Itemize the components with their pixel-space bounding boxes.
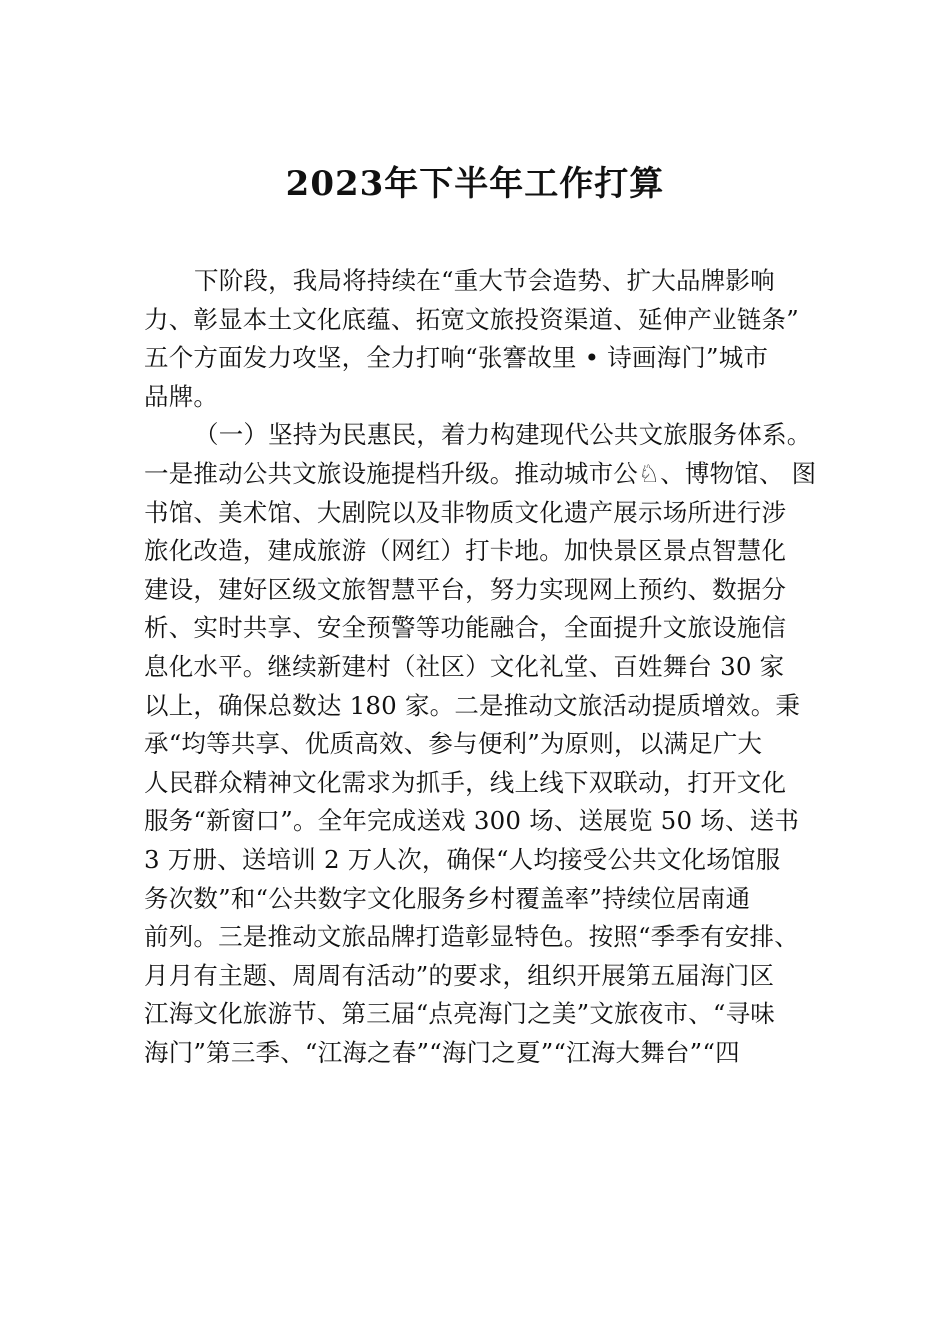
paragraph-line: 服务“新窗口”。全年完成送戏 300 场、送展览 50 场、送书: [144, 806, 800, 836]
paragraph-line: 建设，建好区级文旅智慧平台，努力实现网上预约、数据分: [144, 574, 787, 604]
paragraph-line: 息化水平。继续新建村（社区）文化礼堂、百姓舞台 30 家: [144, 651, 785, 681]
paragraph-line: 以上，确保总数达 180 家。二是推动文旅活动提质增效。秉: [144, 690, 801, 720]
paragraph-line: 品牌。: [144, 381, 219, 411]
paragraph-line: 务次数”和“公共数字文化服务乡村覆盖率”持续位居南通: [144, 883, 751, 913]
section-heading-line: （一）坚持为民惠民，着力构建现代公共文旅服务体系。: [194, 420, 812, 450]
paragraph-line: 前列。三是推动文旅品牌打造彰显特色。按照“季季有安排、: [144, 922, 799, 952]
paragraph-line: 承“均等共享、优质高效、参与便利”为原则，以满足广大: [144, 729, 763, 759]
paragraph-line: 下阶段，我局将持续在“重大节会造势、扩大品牌影响: [194, 266, 775, 295]
paragraph-line: 人民群众精神文化需求为抓手，线上线下双联动，打开文化: [144, 767, 787, 797]
paragraph-line: 3 万册、送培训 2 万人次，确保“人均接受公共文化场馆服: [144, 844, 781, 874]
paragraph-line: 江海文化旅游节、第三届“点亮海门之美”文旅夜市、“寻味: [144, 999, 775, 1029]
document-title: 2023年下半年工作打算: [285, 164, 665, 204]
paragraph-line: 书馆、美术馆、大剧院以及非物质文化遗产展示场所进行涉: [144, 497, 787, 527]
paragraph-line: 力、彰显本土文化底蕴、拓宽文旅投资渠道、延伸产业链条”: [144, 304, 799, 334]
paragraph-line: 月月有主题、周周有活动”的要求，组织开展第五届海门区: [144, 960, 775, 990]
document-body: [144, 262, 824, 1072]
paragraph-line: 五个方面发力攻坚，全力打响“张謇故里 • 诗画海门”城市: [144, 343, 769, 373]
paragraph-line: 一是推动公共文旅设施提档升级。推动城市公♘、博物馆、 图: [144, 458, 817, 488]
paragraph-line: 析、实时共享、安全预警等功能融合，全面提升文旅设施信: [144, 613, 787, 643]
paragraph-line: 旅化改造，建成旅游（网红）打卡地。加快景区景点智慧化: [144, 536, 787, 566]
paragraph-line: 海门”第三季、“江海之春”“海门之夏”“江海大舞台”“四: [144, 1037, 740, 1067]
